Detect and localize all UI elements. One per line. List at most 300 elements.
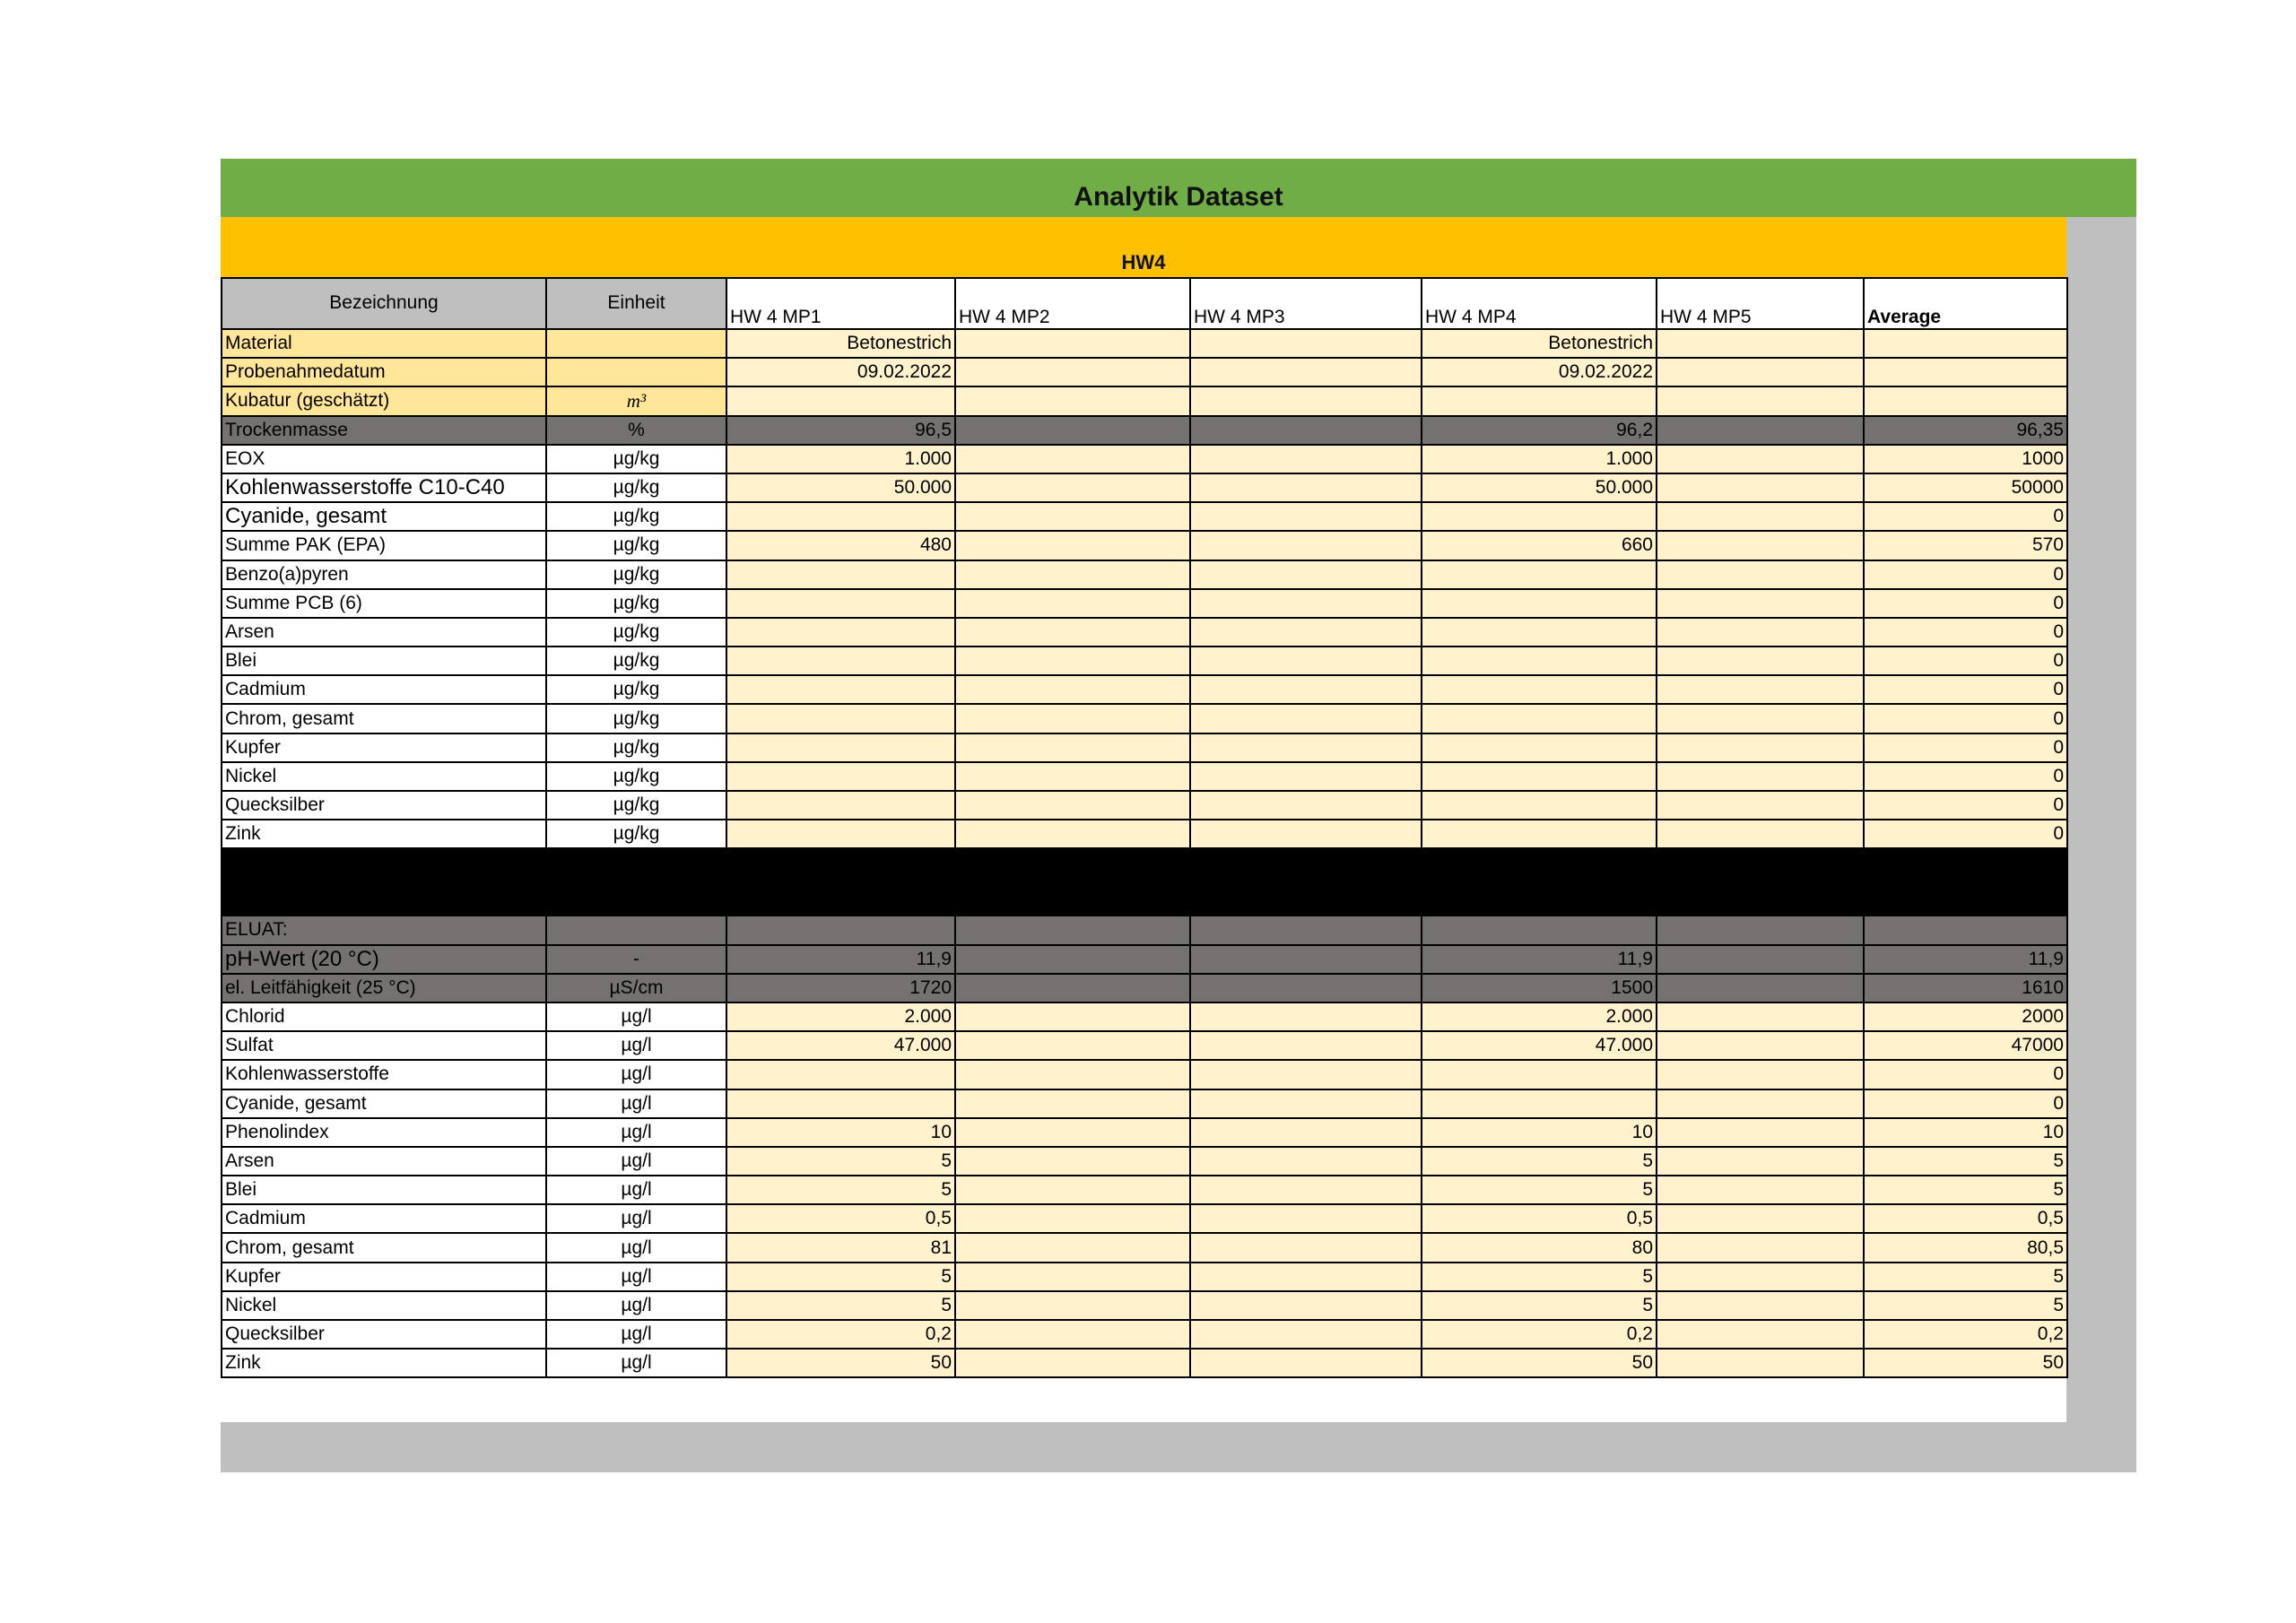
cell-average: 0 (1864, 618, 2067, 647)
cell-value: 2.000 (726, 1002, 955, 1031)
table-row (222, 386, 2067, 415)
header-col-mp1: HW 4 MP1 (726, 278, 955, 329)
cell-average: 2000 (1864, 1002, 2067, 1031)
cell-value (1190, 531, 1422, 560)
cell-value (1190, 733, 1422, 762)
cell-value (1657, 1002, 1864, 1031)
cell-value (1657, 762, 1864, 791)
cell-value (1422, 675, 1657, 704)
cell-value (1422, 502, 1657, 531)
cell-value (1422, 618, 1657, 647)
cell-value (1190, 1060, 1422, 1089)
cell-value (955, 560, 1190, 589)
table-row (222, 945, 2067, 974)
cell-value (1190, 445, 1422, 473)
cell-value (955, 974, 1190, 1002)
row-unit: µg/l (546, 1118, 726, 1147)
row-label: Blei (222, 647, 546, 675)
cell-value: 5 (726, 1147, 955, 1176)
cell-value (726, 704, 955, 733)
cell-value (955, 1349, 1190, 1377)
row-unit: µg/kg (546, 733, 726, 762)
table-row (222, 791, 2067, 820)
cell-value (726, 675, 955, 704)
row-unit (546, 916, 726, 944)
cell-value (955, 1060, 1190, 1089)
table-row (222, 1031, 2067, 1060)
row-unit (546, 329, 726, 358)
cell-average (1864, 386, 2067, 415)
cell-average: 0 (1864, 560, 2067, 589)
cell-value (1190, 1118, 1422, 1147)
row-unit: µg/kg (546, 502, 726, 531)
row-label: Cadmium (222, 675, 546, 704)
table-row (222, 1147, 2067, 1176)
cell-average: 0,5 (1864, 1204, 2067, 1233)
cell-value (1190, 945, 1422, 974)
row-unit: µg/l (546, 1176, 726, 1204)
cell-value (726, 848, 955, 916)
cell-value (726, 820, 955, 848)
cell-value (1190, 386, 1422, 415)
cell-value (955, 762, 1190, 791)
row-unit: µg/l (546, 1204, 726, 1233)
cell-value (955, 473, 1190, 502)
cell-value (955, 1263, 1190, 1291)
row-unit: µg/kg (546, 560, 726, 589)
row-unit: µg/kg (546, 445, 726, 473)
row-label: Summe PAK (EPA) (222, 531, 546, 560)
cell-value (1657, 945, 1864, 974)
row-unit: µg/l (546, 1349, 726, 1377)
cell-value (955, 1291, 1190, 1320)
row-unit: µg/kg (546, 762, 726, 791)
cell-average: 0 (1864, 675, 2067, 704)
cell-value (1190, 1176, 1422, 1204)
cell-value (1657, 531, 1864, 560)
cell-value: 50.000 (1422, 473, 1657, 502)
row-unit (546, 358, 726, 386)
cell-value (955, 1031, 1190, 1060)
cell-value (1657, 916, 1864, 944)
row-unit: m³ (546, 386, 726, 415)
cell-value (955, 329, 1190, 358)
row-label: Nickel (222, 1291, 546, 1320)
cell-value (955, 647, 1190, 675)
row-label: Sulfat (222, 1031, 546, 1060)
cell-value: 1720 (726, 974, 955, 1002)
cell-value: 47.000 (1422, 1031, 1657, 1060)
row-label: EOX (222, 445, 546, 473)
cell-value (1190, 675, 1422, 704)
cell-value (1657, 1233, 1864, 1262)
row-label: Cyanide, gesamt (222, 1089, 546, 1118)
header-unit: Einheit (546, 278, 726, 329)
table-row (222, 1349, 2067, 1377)
cell-value (1657, 1089, 1864, 1118)
cell-value: 10 (726, 1118, 955, 1147)
cell-value (955, 1002, 1190, 1031)
cell-value: 1500 (1422, 974, 1657, 1002)
table-row (222, 733, 2067, 762)
cell-value (1657, 704, 1864, 733)
cell-average: 47000 (1864, 1031, 2067, 1060)
row-label: Cyanide, gesamt (222, 502, 546, 531)
cell-value (955, 416, 1190, 445)
cell-average: 0 (1864, 589, 2067, 618)
cell-value: 50 (1422, 1349, 1657, 1377)
row-unit: µg/kg (546, 647, 726, 675)
cell-average: 1610 (1864, 974, 2067, 1002)
cell-average: 96,35 (1864, 416, 2067, 445)
cell-value (955, 1204, 1190, 1233)
row-label: Chrom, gesamt (222, 704, 546, 733)
cell-value: 5 (726, 1176, 955, 1204)
cell-value: 50 (726, 1349, 955, 1377)
cell-value: 1.000 (726, 445, 955, 473)
cell-value (1657, 974, 1864, 1002)
cell-value: 47.000 (726, 1031, 955, 1060)
row-label: Kubatur (geschätzt) (222, 386, 546, 415)
cell-value (1657, 1204, 1864, 1233)
cell-value (1190, 589, 1422, 618)
cell-average: 0 (1864, 1060, 2067, 1089)
cell-value (955, 1320, 1190, 1349)
cell-value (955, 1176, 1190, 1204)
cell-value (955, 916, 1190, 944)
row-unit: µg/kg (546, 473, 726, 502)
cell-value (955, 848, 1190, 916)
cell-value (1657, 647, 1864, 675)
row-label: Zink (222, 1349, 546, 1377)
cell-average: 0 (1864, 1089, 2067, 1118)
header-col-mp3: HW 4 MP3 (1190, 278, 1422, 329)
cell-value (955, 945, 1190, 974)
cell-average (1864, 848, 2067, 916)
cell-value (1190, 416, 1422, 445)
cell-value (1657, 1263, 1864, 1291)
cell-value (726, 791, 955, 820)
cell-value (1190, 560, 1422, 589)
row-label: Arsen (222, 618, 546, 647)
cell-value (955, 1118, 1190, 1147)
table-row (222, 1118, 2067, 1147)
cell-average (1864, 329, 2067, 358)
row-label: Kohlenwasserstoffe C10-C40 (222, 473, 546, 502)
row-unit: µg/kg (546, 675, 726, 704)
cell-value (1190, 916, 1422, 944)
cell-value: 81 (726, 1233, 955, 1262)
cell-value (1190, 704, 1422, 733)
cell-value (1190, 1089, 1422, 1118)
table-row (222, 1291, 2067, 1320)
row-label: Kohlenwasserstoffe (222, 1060, 546, 1089)
table-row (222, 1320, 2067, 1349)
cell-value (1190, 329, 1422, 358)
cell-value (955, 733, 1190, 762)
table-row (222, 647, 2067, 675)
cell-value (726, 647, 955, 675)
cell-value (1190, 618, 1422, 647)
cell-value: 5 (1422, 1291, 1657, 1320)
row-label: Quecksilber (222, 791, 546, 820)
cell-value (726, 618, 955, 647)
cell-value (1190, 502, 1422, 531)
row-label: Trockenmasse (222, 416, 546, 445)
table-row (222, 560, 2067, 589)
cell-value (726, 1089, 955, 1118)
cell-average: 0 (1864, 733, 2067, 762)
cell-value (1190, 473, 1422, 502)
cell-value (726, 386, 955, 415)
cell-value (955, 358, 1190, 386)
cell-value: 5 (1422, 1263, 1657, 1291)
table-row (222, 704, 2067, 733)
cell-average: 570 (1864, 531, 2067, 560)
cell-value (1190, 762, 1422, 791)
cell-value (1422, 820, 1657, 848)
cell-value: 660 (1422, 531, 1657, 560)
cell-value (1190, 791, 1422, 820)
row-unit: µg/kg (546, 589, 726, 618)
row-unit: µg/l (546, 1320, 726, 1349)
cell-value (726, 589, 955, 618)
cell-value (726, 916, 955, 944)
cell-value: 80 (1422, 1233, 1657, 1262)
cell-value (1190, 1233, 1422, 1262)
cell-value: 0,5 (726, 1204, 955, 1233)
cell-value (1190, 1349, 1422, 1377)
cell-average: 11,9 (1864, 945, 2067, 974)
row-unit: µg/l (546, 1291, 726, 1320)
header-col-mp5: HW 4 MP5 (1657, 278, 1864, 329)
table-row (222, 358, 2067, 386)
cell-average: 80,5 (1864, 1233, 2067, 1262)
cell-average (1864, 916, 2067, 944)
cell-value (1657, 733, 1864, 762)
cell-value (1657, 358, 1864, 386)
cell-value (955, 820, 1190, 848)
table-row (222, 589, 2067, 618)
row-label: Kupfer (222, 733, 546, 762)
table-row (222, 916, 2067, 944)
cell-value (1657, 386, 1864, 415)
table-row (222, 1002, 2067, 1031)
cell-value (1657, 416, 1864, 445)
row-unit: µg/l (546, 1002, 726, 1031)
sheet-margin-right (2066, 217, 2136, 1472)
cell-value (1657, 848, 1864, 916)
table-row (222, 1089, 2067, 1118)
cell-value (955, 445, 1190, 473)
cell-value: 0,5 (1422, 1204, 1657, 1233)
cell-value: 50.000 (726, 473, 955, 502)
cell-value (955, 675, 1190, 704)
cell-value: 10 (1422, 1118, 1657, 1147)
cell-value (1657, 589, 1864, 618)
cell-value (1422, 733, 1657, 762)
cell-value (1657, 560, 1864, 589)
row-label: Probenahmedatum (222, 358, 546, 386)
cell-value: 2.000 (1422, 1002, 1657, 1031)
cell-value: 0,2 (726, 1320, 955, 1349)
header-col-average: Average (1864, 278, 2067, 329)
row-unit: µg/kg (546, 820, 726, 848)
header-col-mp2: HW 4 MP2 (955, 278, 1190, 329)
cell-value (1657, 502, 1864, 531)
cell-value (1657, 1349, 1864, 1377)
row-label: Blei (222, 1176, 546, 1204)
row-unit: µg/l (546, 1233, 726, 1262)
cell-value (1422, 386, 1657, 415)
cell-value (1422, 589, 1657, 618)
cell-value: 09.02.2022 (726, 358, 955, 386)
cell-value (1422, 704, 1657, 733)
cell-value (1422, 647, 1657, 675)
cell-value (1422, 1089, 1657, 1118)
row-label: Zink (222, 820, 546, 848)
cell-value (1422, 791, 1657, 820)
cell-value: 09.02.2022 (1422, 358, 1657, 386)
table-row (222, 762, 2067, 791)
cell-value: 5 (1422, 1147, 1657, 1176)
cell-value: 11,9 (726, 945, 955, 974)
row-unit: - (546, 945, 726, 974)
cell-value (726, 762, 955, 791)
cell-value (726, 560, 955, 589)
cell-average: 5 (1864, 1291, 2067, 1320)
cell-value (955, 704, 1190, 733)
cell-average: 5 (1864, 1147, 2067, 1176)
spreadsheet-sheet (221, 159, 2136, 1472)
cell-value: Betonestrich (1422, 329, 1657, 358)
cell-value (726, 502, 955, 531)
table-row (222, 675, 2067, 704)
cell-value (1657, 1118, 1864, 1147)
table-row (222, 1176, 2067, 1204)
cell-value (1190, 974, 1422, 1002)
row-label: Chrom, gesamt (222, 1233, 546, 1262)
cell-value (955, 1147, 1190, 1176)
table-row (222, 1204, 2067, 1233)
cell-value (955, 1089, 1190, 1118)
table-row (222, 618, 2067, 647)
cell-average: 0 (1864, 647, 2067, 675)
cell-value: 96,5 (726, 416, 955, 445)
cell-value (1657, 1060, 1864, 1089)
cell-value (1422, 1060, 1657, 1089)
table-row (222, 502, 2067, 531)
cell-value (1190, 820, 1422, 848)
cell-average: 50 (1864, 1349, 2067, 1377)
cell-value (1422, 916, 1657, 944)
sheet-margin-bottom (221, 1422, 2136, 1472)
cell-value: 11,9 (1422, 945, 1657, 974)
row-label: Chlorid (222, 1002, 546, 1031)
cell-value (1657, 820, 1864, 848)
cell-value (955, 1233, 1190, 1262)
cell-average: 0 (1864, 502, 2067, 531)
cell-value: 96,2 (1422, 416, 1657, 445)
cell-value (1190, 1204, 1422, 1233)
header-label: Bezeichnung (222, 278, 546, 329)
row-unit: µg/l (546, 1263, 726, 1291)
cell-value (1657, 329, 1864, 358)
cell-average: 1000 (1864, 445, 2067, 473)
cell-average: 0 (1864, 820, 2067, 848)
cell-average: 0 (1864, 704, 2067, 733)
cell-value: 5 (726, 1263, 955, 1291)
cell-value (1190, 1263, 1422, 1291)
cell-value: 5 (1422, 1176, 1657, 1204)
cell-average: 0 (1864, 791, 2067, 820)
cell-value (1657, 1031, 1864, 1060)
table-row (222, 1060, 2067, 1089)
cell-value (1190, 647, 1422, 675)
cell-value (726, 733, 955, 762)
row-unit: µg/l (546, 1060, 726, 1089)
table-row (222, 531, 2067, 560)
cell-value (955, 386, 1190, 415)
row-label: pH-Wert (20 °C) (222, 945, 546, 974)
cell-average: 5 (1864, 1263, 2067, 1291)
cell-value (1657, 675, 1864, 704)
cell-value (1190, 358, 1422, 386)
cell-value (726, 1060, 955, 1089)
table-row (222, 1233, 2067, 1262)
table-row (222, 974, 2067, 1002)
cell-value (1657, 473, 1864, 502)
header-row (222, 278, 2067, 329)
analysis-table (221, 277, 2068, 1378)
row-label: el. Leitfähigkeit (25 °C) (222, 974, 546, 1002)
cell-value (1190, 1320, 1422, 1349)
cell-value (1657, 1147, 1864, 1176)
cell-average: 50000 (1864, 473, 2067, 502)
table-row (222, 329, 2067, 358)
row-unit: µg/l (546, 1031, 726, 1060)
row-label: Quecksilber (222, 1320, 546, 1349)
cell-value: 1.000 (1422, 445, 1657, 473)
cell-value (1657, 445, 1864, 473)
cell-value (1657, 618, 1864, 647)
table-row (222, 1263, 2067, 1291)
cell-average: 0,2 (1864, 1320, 2067, 1349)
row-unit: µg/l (546, 1147, 726, 1176)
cell-value (1190, 1031, 1422, 1060)
cell-average: 0 (1864, 762, 2067, 791)
cell-average: 5 (1864, 1176, 2067, 1204)
cell-value (955, 791, 1190, 820)
cell-value (955, 502, 1190, 531)
cell-value (1657, 1176, 1864, 1204)
cell-value: 480 (726, 531, 955, 560)
row-label: Benzo(a)pyren (222, 560, 546, 589)
cell-value (955, 589, 1190, 618)
row-unit: % (546, 416, 726, 445)
cell-value (1422, 560, 1657, 589)
row-unit: µg/kg (546, 791, 726, 820)
row-unit: µg/l (546, 1089, 726, 1118)
row-label (222, 848, 546, 916)
group-label: HW4 (1121, 251, 1166, 273)
row-label: Cadmium (222, 1204, 546, 1233)
separator-row (222, 848, 2067, 916)
table-row (222, 445, 2067, 473)
row-unit: µg/kg (546, 704, 726, 733)
cell-value (955, 618, 1190, 647)
cell-value (1422, 848, 1657, 916)
